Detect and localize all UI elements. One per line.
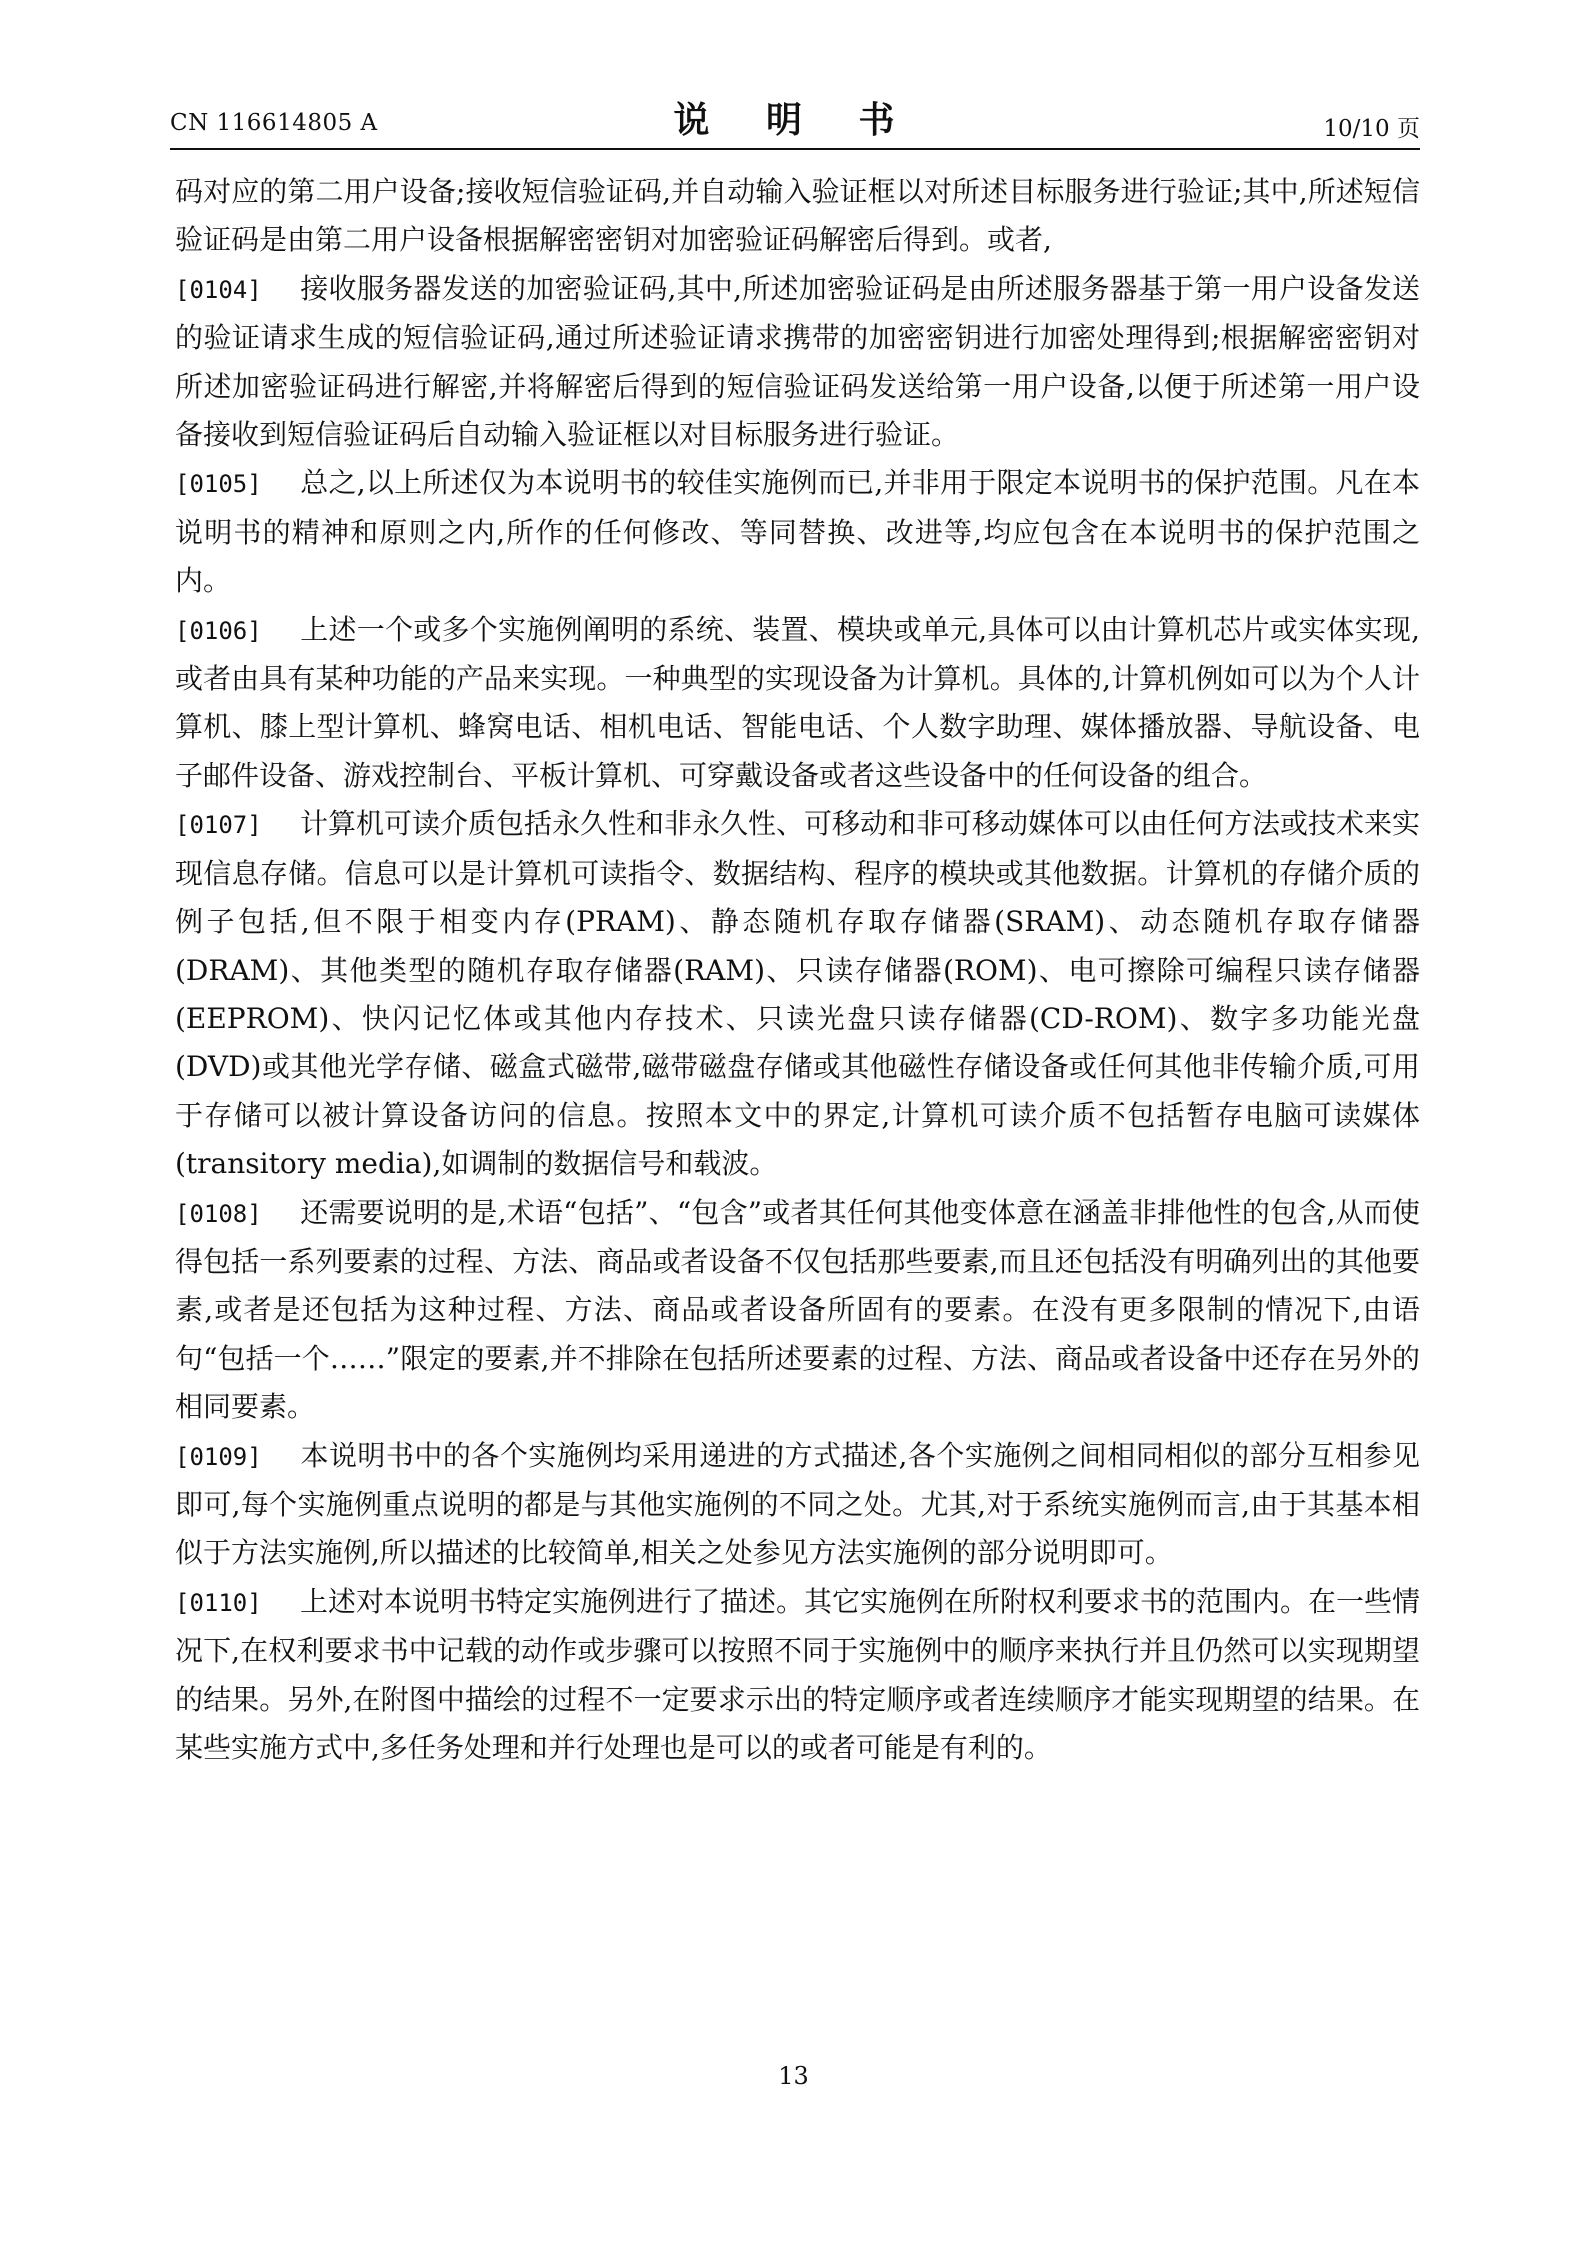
paragraph-number: [0104]: [175, 275, 262, 304]
paragraph-text: 还需要说明的是,术语“包括”、“包含”或者其任何其他变体意在涵盖非排他性的包含,从而使得包括一系列要素的过程、方法、商品或者设备不仅包括那些要素,而且还包括没有明确列出的其他要素,或者是还包括为这种过程、方法、商品或者设备所固有的要素。在没有更多限制的情况下,由语句“包括一个……”限定的要素,并不排除在包括所述要素的过程、方法、商品或者设备中还存在另外的相同要素。: [175, 1195, 1420, 1424]
document-title: 说 明 书: [673, 99, 917, 141]
paragraph-text: 码对应的第二用户设备;接收短信验证码,并自动输入验证框以对所述目标服务进行验证;其中,所述短信验证码是由第二用户设备根据解密密钥对加密验证码解密后得到。或者,: [175, 175, 1420, 257]
page-number: 13: [778, 2062, 809, 2090]
paragraph-0104: [175, 265, 1420, 460]
document-body: [175, 168, 1420, 1772]
page-header: [170, 92, 1420, 148]
paragraph-0109: [175, 1432, 1420, 1578]
page-of-total: 10/10 页: [1323, 116, 1420, 142]
paragraph-text: 计算机可读介质包括永久性和非永久性、可移动和非可移动媒体可以由任何方法或技术来实现信息存储。信息可以是计算机可读指令、数据结构、程序的模块或其他数据。计算机的存储介质的例子包括,但不限于相变内存(PRAM)、静态随机存取存储器(SRAM)、动态随机存取存储器(DRAM)、其他类型的随机存取存储器(RAM)、只读存储器(ROM)、电可擦除可编程只读存储器(EEPROM)、快闪记忆体或其他内存技术、只读光盘只读存储器(CD-ROM)、数字多功能光盘(DVD)或其他光学存储、磁盒式磁带,磁带磁盘存储或其他磁性存储设备或任何其他非传输介质,可用于存储可以被计算设备访问的信息。按照本文中的界定,计算机可读介质不包括暂存电脑可读媒体(transitory media),如调制的数据信号和载波。: [175, 807, 1421, 1181]
paragraph-0105: [175, 459, 1420, 605]
header-divider: [170, 148, 1420, 150]
paragraph-text: 本说明书中的各个实施例均采用递进的方式描述,各个实施例之间相同相似的部分互相参见即可,每个实施例重点说明的都是与其他实施例的不同之处。尤其,对于系统实施例而言,由于其基本相似于方法实施例,所以描述的比较简单,相关之处参见方法实施例的部分说明即可。: [175, 1438, 1420, 1570]
paragraph-continuation: [175, 168, 1420, 265]
paragraph-text: 接收服务器发送的加密验证码,其中,所述加密验证码是由所述服务器基于第一用户设备发送的验证请求生成的短信验证码,通过所述验证请求携带的加密密钥进行加密处理得到;根据解密密钥对所述加密验证码进行解密,并将解密后得到的短信验证码发送给第一用户设备,以便于所述第一用户设备接收到短信验证码后自动输入验证框以对目标服务进行验证。: [175, 271, 1420, 452]
paragraph-0107: [175, 800, 1420, 1188]
paragraph-number: [0108]: [175, 1199, 262, 1228]
paragraph-number: [0107]: [175, 811, 262, 840]
paragraph-number: [0109]: [175, 1442, 262, 1471]
paragraph-text: 上述一个或多个实施例阐明的系统、装置、模块或单元,具体可以由计算机芯片或实体实现,或者由具有某种功能的产品来实现。一种典型的实现设备为计算机。具体的,计算机例如可以为个人计算机、膝上型计算机、蜂窝电话、相机电话、智能电话、个人数字助理、媒体播放器、导航设备、电子邮件设备、游戏控制台、平板计算机、可穿戴设备或者这些设备中的任何设备的组合。: [175, 612, 1420, 792]
paragraph-number: [0106]: [175, 616, 262, 645]
paragraph-0110: [175, 1578, 1420, 1773]
paragraph-number: [0110]: [175, 1588, 262, 1617]
paragraph-number: [0105]: [175, 470, 262, 499]
paragraph-text: 总之,以上所述仅为本说明书的较佳实施例而已,并非用于限定本说明书的保护范围。凡在本说明书的精神和原则之内,所作的任何修改、等同替换、改进等,均应包含在本说明书的保护范围之内。: [175, 466, 1420, 598]
paragraph-0106: [175, 606, 1420, 801]
paragraph-text: 上述对本说明书特定实施例进行了描述。其它实施例在所附权利要求书的范围内。在一些情况下,在权利要求书中记载的动作或步骤可以按照不同于实施例中的顺序来执行并且仍然可以实现期望的结果。另外,在附图中描绘的过程不一定要求示出的特定顺序或者连续顺序才能实现期望的结果。在某些实施方式中,多任务处理和并行处理也是可以的或者可能是有利的。: [175, 1584, 1421, 1764]
paragraph-0108: [175, 1189, 1420, 1432]
publication-number: CN 116614805 A: [170, 110, 378, 136]
